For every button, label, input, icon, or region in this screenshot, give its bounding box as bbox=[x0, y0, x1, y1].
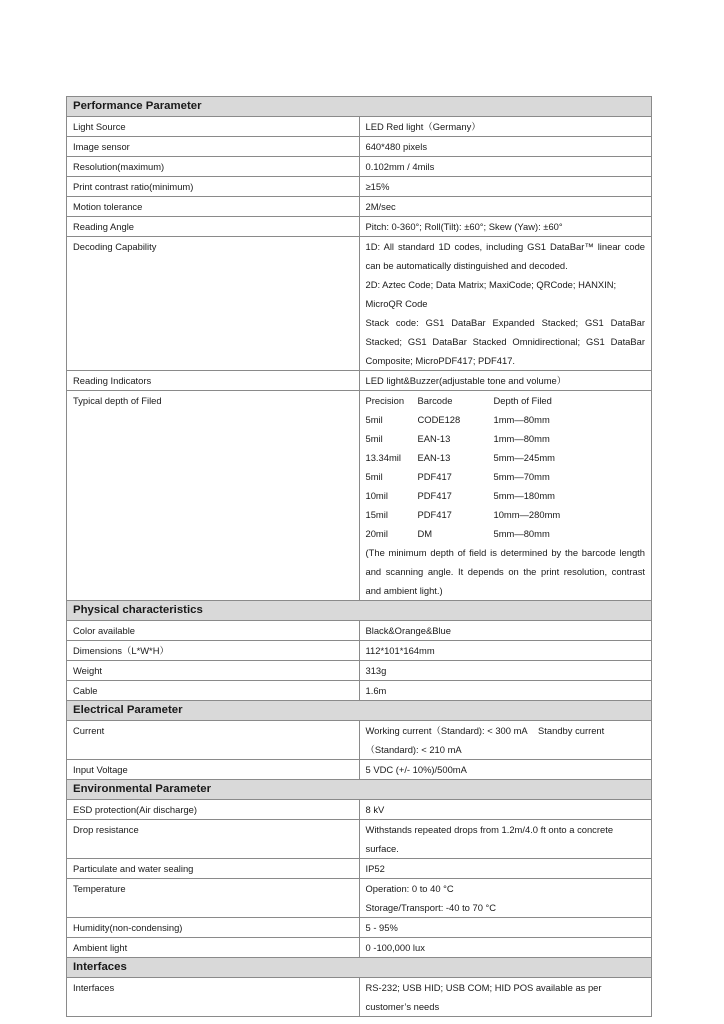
depth-row bbox=[366, 429, 646, 448]
depth-cell: PDF417 bbox=[417, 509, 452, 520]
spec-value-line: Stack code: GS1 DataBar Expanded Stacked; GS1 DataBar Stacked; GS1 DataBar Stacked Omnidirectional; GS1 DataBar Composite; MicroPDF417; PDF417. bbox=[365, 317, 645, 366]
spec-value-line: Withstands repeated drops from 1.2m/4.0 ft onto a concrete surface. bbox=[365, 824, 614, 854]
spec-value bbox=[359, 217, 652, 237]
depth-cell: 15mil bbox=[365, 509, 388, 520]
spec-value-line: 5 VDC (+/- 10%)/500mA bbox=[365, 764, 467, 775]
depth-row bbox=[366, 524, 646, 543]
spec-value-line: 640*480 pixels bbox=[365, 141, 428, 152]
spec-label: Temperature bbox=[67, 879, 360, 918]
spec-row bbox=[67, 661, 652, 681]
spec-label: Color available bbox=[67, 621, 360, 641]
spec-value bbox=[359, 879, 652, 918]
spec-value-line: 1D: All standard 1D codes, including GS1 DataBar™ linear code can be automatically distinguished and decoded. bbox=[365, 241, 645, 271]
spec-value-line: 2M/sec bbox=[365, 201, 396, 212]
spec-row bbox=[67, 117, 652, 137]
spec-row bbox=[67, 177, 652, 197]
spec-row bbox=[67, 137, 652, 157]
spec-value bbox=[359, 978, 652, 1017]
depth-cell: 10mm—280mm bbox=[493, 509, 561, 520]
spec-label: Particulate and water sealing bbox=[67, 859, 360, 879]
spec-value-line: LED Red light（Germany） bbox=[365, 121, 481, 132]
depth-cell: DM bbox=[417, 528, 433, 539]
spec-value bbox=[359, 760, 652, 780]
spec-row bbox=[67, 800, 652, 820]
spec-label: Print contrast ratio(minimum) bbox=[67, 177, 360, 197]
spec-value-line: Pitch: 0-360°; Roll(Tilt): ±60°; Skew (Yaw): ±60° bbox=[365, 221, 563, 232]
spec-value bbox=[359, 661, 652, 681]
depth-cell: 5mm—245mm bbox=[493, 452, 555, 463]
spec-value-line: RS-232; USB HID; USB COM; HID POS available as per customer’s needs bbox=[365, 982, 602, 1012]
depth-cell: 5mm—70mm bbox=[493, 471, 550, 482]
section-header bbox=[67, 780, 652, 800]
spec-row bbox=[67, 641, 652, 661]
depth-cell: 13.34mil bbox=[365, 452, 401, 463]
spec-value bbox=[359, 237, 652, 371]
spec-row bbox=[67, 217, 652, 237]
depth-header-row bbox=[366, 391, 646, 410]
depth-row bbox=[366, 467, 646, 486]
spec-row bbox=[67, 237, 652, 371]
spec-row bbox=[67, 157, 652, 177]
spec-value bbox=[359, 391, 652, 601]
spec-row bbox=[67, 391, 652, 601]
spec-row bbox=[67, 197, 652, 217]
spec-value-line: 2D: Aztec Code; Data Matrix; MaxiCode; QRCode; HANXIN; MicroQR Code bbox=[365, 279, 617, 309]
depth-cell: 5mil bbox=[365, 433, 383, 444]
spec-value bbox=[359, 197, 652, 217]
section-title: Physical characteristics bbox=[67, 601, 652, 621]
depth-cell: 10mil bbox=[365, 490, 388, 501]
depth-cell: 1mm—80mm bbox=[493, 433, 550, 444]
depth-cell: 20mil bbox=[365, 528, 388, 539]
spec-row bbox=[67, 681, 652, 701]
spec-value bbox=[359, 820, 652, 859]
spec-value-line: Storage/Transport: -40 to 70 °C bbox=[365, 902, 497, 913]
section-title: Electrical Parameter bbox=[67, 701, 652, 721]
spec-value bbox=[359, 117, 652, 137]
spec-value bbox=[359, 157, 652, 177]
depth-cell: PDF417 bbox=[417, 490, 452, 501]
spec-label: Typical depth of Filed bbox=[67, 391, 360, 601]
depth-cell: CODE128 bbox=[417, 414, 461, 425]
spec-table bbox=[66, 96, 652, 1017]
depth-header-cell: Barcode bbox=[417, 395, 453, 406]
spec-value-line: IP52 bbox=[365, 863, 385, 874]
section-header bbox=[67, 958, 652, 978]
section-title: Performance Parameter bbox=[67, 97, 652, 117]
spec-row bbox=[67, 879, 652, 918]
spec-label: Current bbox=[67, 721, 360, 760]
depth-row bbox=[366, 448, 646, 467]
spec-row bbox=[67, 721, 652, 760]
spec-label: Ambient light bbox=[67, 938, 360, 958]
spec-value bbox=[359, 938, 652, 958]
section-header bbox=[67, 601, 652, 621]
spec-row bbox=[67, 760, 652, 780]
section-header bbox=[67, 97, 652, 117]
section-title: Environmental Parameter bbox=[67, 780, 652, 800]
spec-label: Resolution(maximum) bbox=[67, 157, 360, 177]
spec-value-line: 8 kV bbox=[365, 804, 385, 815]
spec-value bbox=[359, 859, 652, 879]
section-title: Interfaces bbox=[67, 958, 652, 978]
spec-value bbox=[359, 177, 652, 197]
spec-value-line: 1.6m bbox=[365, 685, 387, 696]
depth-cell: 5mil bbox=[365, 471, 383, 482]
spec-value-line: 112*101*164mm bbox=[365, 645, 435, 656]
spec-value bbox=[359, 621, 652, 641]
spec-value-line: Black&Orange&Blue bbox=[365, 625, 451, 636]
spec-label: Reading Indicators bbox=[67, 371, 360, 391]
spec-value-line: ≥15% bbox=[365, 181, 390, 192]
depth-header-cell: Precision bbox=[365, 395, 405, 406]
spec-value bbox=[359, 721, 652, 760]
spec-value bbox=[359, 641, 652, 661]
spec-label: Dimensions（L*W*H） bbox=[67, 641, 360, 661]
spec-label: ESD protection(Air discharge) bbox=[67, 800, 360, 820]
spec-value bbox=[359, 371, 652, 391]
spec-value-line: 313g bbox=[365, 665, 387, 676]
spec-label: Reading Angle bbox=[67, 217, 360, 237]
depth-cell: 5mil bbox=[365, 414, 383, 425]
spec-row bbox=[67, 371, 652, 391]
spec-row bbox=[67, 621, 652, 641]
spec-label: Motion tolerance bbox=[67, 197, 360, 217]
spec-row bbox=[67, 820, 652, 859]
depth-cell: 1mm—80mm bbox=[493, 414, 550, 425]
spec-table-body bbox=[67, 97, 652, 1017]
depth-row bbox=[366, 410, 646, 429]
spec-value bbox=[359, 137, 652, 157]
spec-value-line: 0 -100,000 lux bbox=[365, 942, 425, 953]
spec-label: Humidity(non-condensing) bbox=[67, 918, 360, 938]
spec-value bbox=[359, 681, 652, 701]
depth-cell: PDF417 bbox=[417, 471, 452, 482]
spec-label: Cable bbox=[67, 681, 360, 701]
spec-value-line: 0.102mm / 4mils bbox=[365, 161, 435, 172]
spec-label: Decoding Capability bbox=[67, 237, 360, 371]
spec-row bbox=[67, 938, 652, 958]
depth-row bbox=[366, 505, 646, 524]
depth-cell: 5mm—80mm bbox=[493, 528, 550, 539]
spec-value-line: 5 - 95% bbox=[365, 922, 398, 933]
spec-row bbox=[67, 978, 652, 1017]
depth-row bbox=[366, 486, 646, 505]
depth-header-cell: Depth of Filed bbox=[493, 395, 552, 406]
depth-cell: EAN-13 bbox=[417, 433, 451, 444]
spec-label: Weight bbox=[67, 661, 360, 681]
spec-value-line: LED light&Buzzer(adjustable tone and volume） bbox=[365, 375, 567, 386]
spec-label: Input Voltage bbox=[67, 760, 360, 780]
spec-label: Drop resistance bbox=[67, 820, 360, 859]
spec-label: Image sensor bbox=[67, 137, 360, 157]
section-header bbox=[67, 701, 652, 721]
spec-label: Light Source bbox=[67, 117, 360, 137]
depth-cell: 5mm—180mm bbox=[493, 490, 555, 501]
spec-value-line: Operation: 0 to 40 °C bbox=[365, 883, 454, 894]
spec-value bbox=[359, 918, 652, 938]
spec-value bbox=[359, 800, 652, 820]
depth-note: (The minimum depth of field is determined by the barcode length and scanning angle. It depends on the print resolution, contrast and ambient light.) bbox=[365, 547, 645, 596]
spec-value-line: Working current（Standard): < 300 mA Standby current（Standard): < 210 mA bbox=[365, 725, 605, 755]
spec-row bbox=[67, 918, 652, 938]
depth-cell: EAN-13 bbox=[417, 452, 451, 463]
spec-row bbox=[67, 859, 652, 879]
spec-label: Interfaces bbox=[67, 978, 360, 1017]
